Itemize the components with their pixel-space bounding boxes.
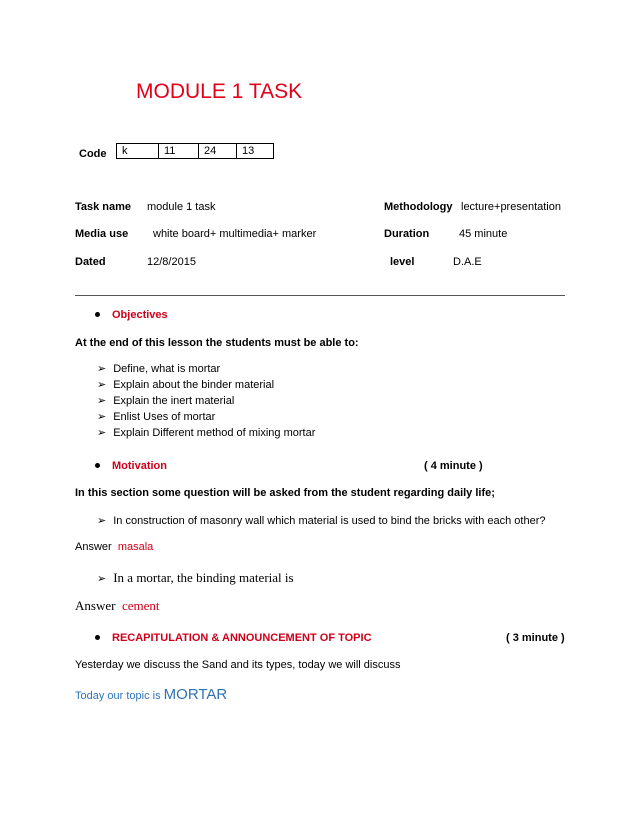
code-cell: 11 xyxy=(159,144,199,159)
question-1: ➢ In construction of masonry wall which material is used to bind the bricks with each other? xyxy=(97,515,546,527)
answer-2-value: cement xyxy=(121,598,160,613)
divider-line xyxy=(75,295,565,296)
objective-item: ➢ Explain the inert material xyxy=(97,395,235,407)
arrow-bullet-icon: ➢ xyxy=(97,573,107,585)
objectives-intro: At the end of this lesson the students must be able to: xyxy=(75,337,359,349)
code-cell: 13 xyxy=(237,144,274,159)
level-label: level xyxy=(390,256,415,268)
objective-item: ➢ Enlist Uses of mortar xyxy=(97,411,216,423)
answer-2: Answer cement xyxy=(75,598,160,613)
topic-name: MORTAR xyxy=(163,686,228,703)
motivation-time: ( 4 minute ) xyxy=(424,460,483,472)
dated-label: Dated xyxy=(75,256,106,268)
motivation-intro: In this section some question will be asked from the student regarding daily life; xyxy=(75,487,495,499)
objective-item: ➢ Define, what is mortar xyxy=(97,363,221,375)
objectives-heading: Objectives xyxy=(95,309,168,321)
arrow-bullet-icon: ➢ xyxy=(97,395,107,407)
bullet-icon xyxy=(95,463,100,468)
arrow-bullet-icon: ➢ xyxy=(97,427,107,439)
task-name-label: Task name xyxy=(75,201,132,213)
media-label: Media use xyxy=(75,228,129,240)
objective-item: ➢ Explain about the binder material xyxy=(97,379,275,391)
code-label: Code xyxy=(79,148,107,160)
media-value: white board+ multimedia+ marker xyxy=(153,228,317,240)
code-cell: k xyxy=(117,144,159,159)
arrow-bullet-icon: ➢ xyxy=(97,411,107,423)
question-2: ➢ In a mortar, the binding material is xyxy=(97,570,294,585)
code-cell: 24 xyxy=(199,144,237,159)
arrow-bullet-icon: ➢ xyxy=(97,515,107,527)
topic-line: Today our topic is MORTAR xyxy=(75,686,228,703)
code-table xyxy=(116,143,274,159)
answer-1-value: masala xyxy=(117,541,154,553)
recap-text: Yesterday we discuss the Sand and its types, today we will discuss xyxy=(75,659,401,671)
methodology-value: lecture+presentation xyxy=(461,201,561,213)
task-name-value: module 1 task xyxy=(147,201,216,213)
objective-item: ➢ Explain Different method of mixing mortar xyxy=(97,427,316,439)
recap-time: ( 3 minute ) xyxy=(506,632,565,644)
recap-heading: RECAPITULATION & ANNOUNCEMENT OF TOPIC xyxy=(95,632,372,644)
dated-value: 12/8/2015 xyxy=(147,256,196,268)
duration-label: Duration xyxy=(384,228,430,240)
bullet-icon xyxy=(95,635,100,640)
duration-value: 45 minute xyxy=(459,228,508,240)
page-title: MODULE 1 TASK xyxy=(136,80,303,103)
level-value: D.A.E xyxy=(453,256,482,268)
answer-1: Answer masala xyxy=(75,541,154,553)
arrow-bullet-icon: ➢ xyxy=(97,379,107,391)
arrow-bullet-icon: ➢ xyxy=(97,363,107,375)
bullet-icon xyxy=(95,312,100,317)
motivation-heading: Motivation xyxy=(95,460,167,472)
methodology-label: Methodology xyxy=(384,201,453,213)
